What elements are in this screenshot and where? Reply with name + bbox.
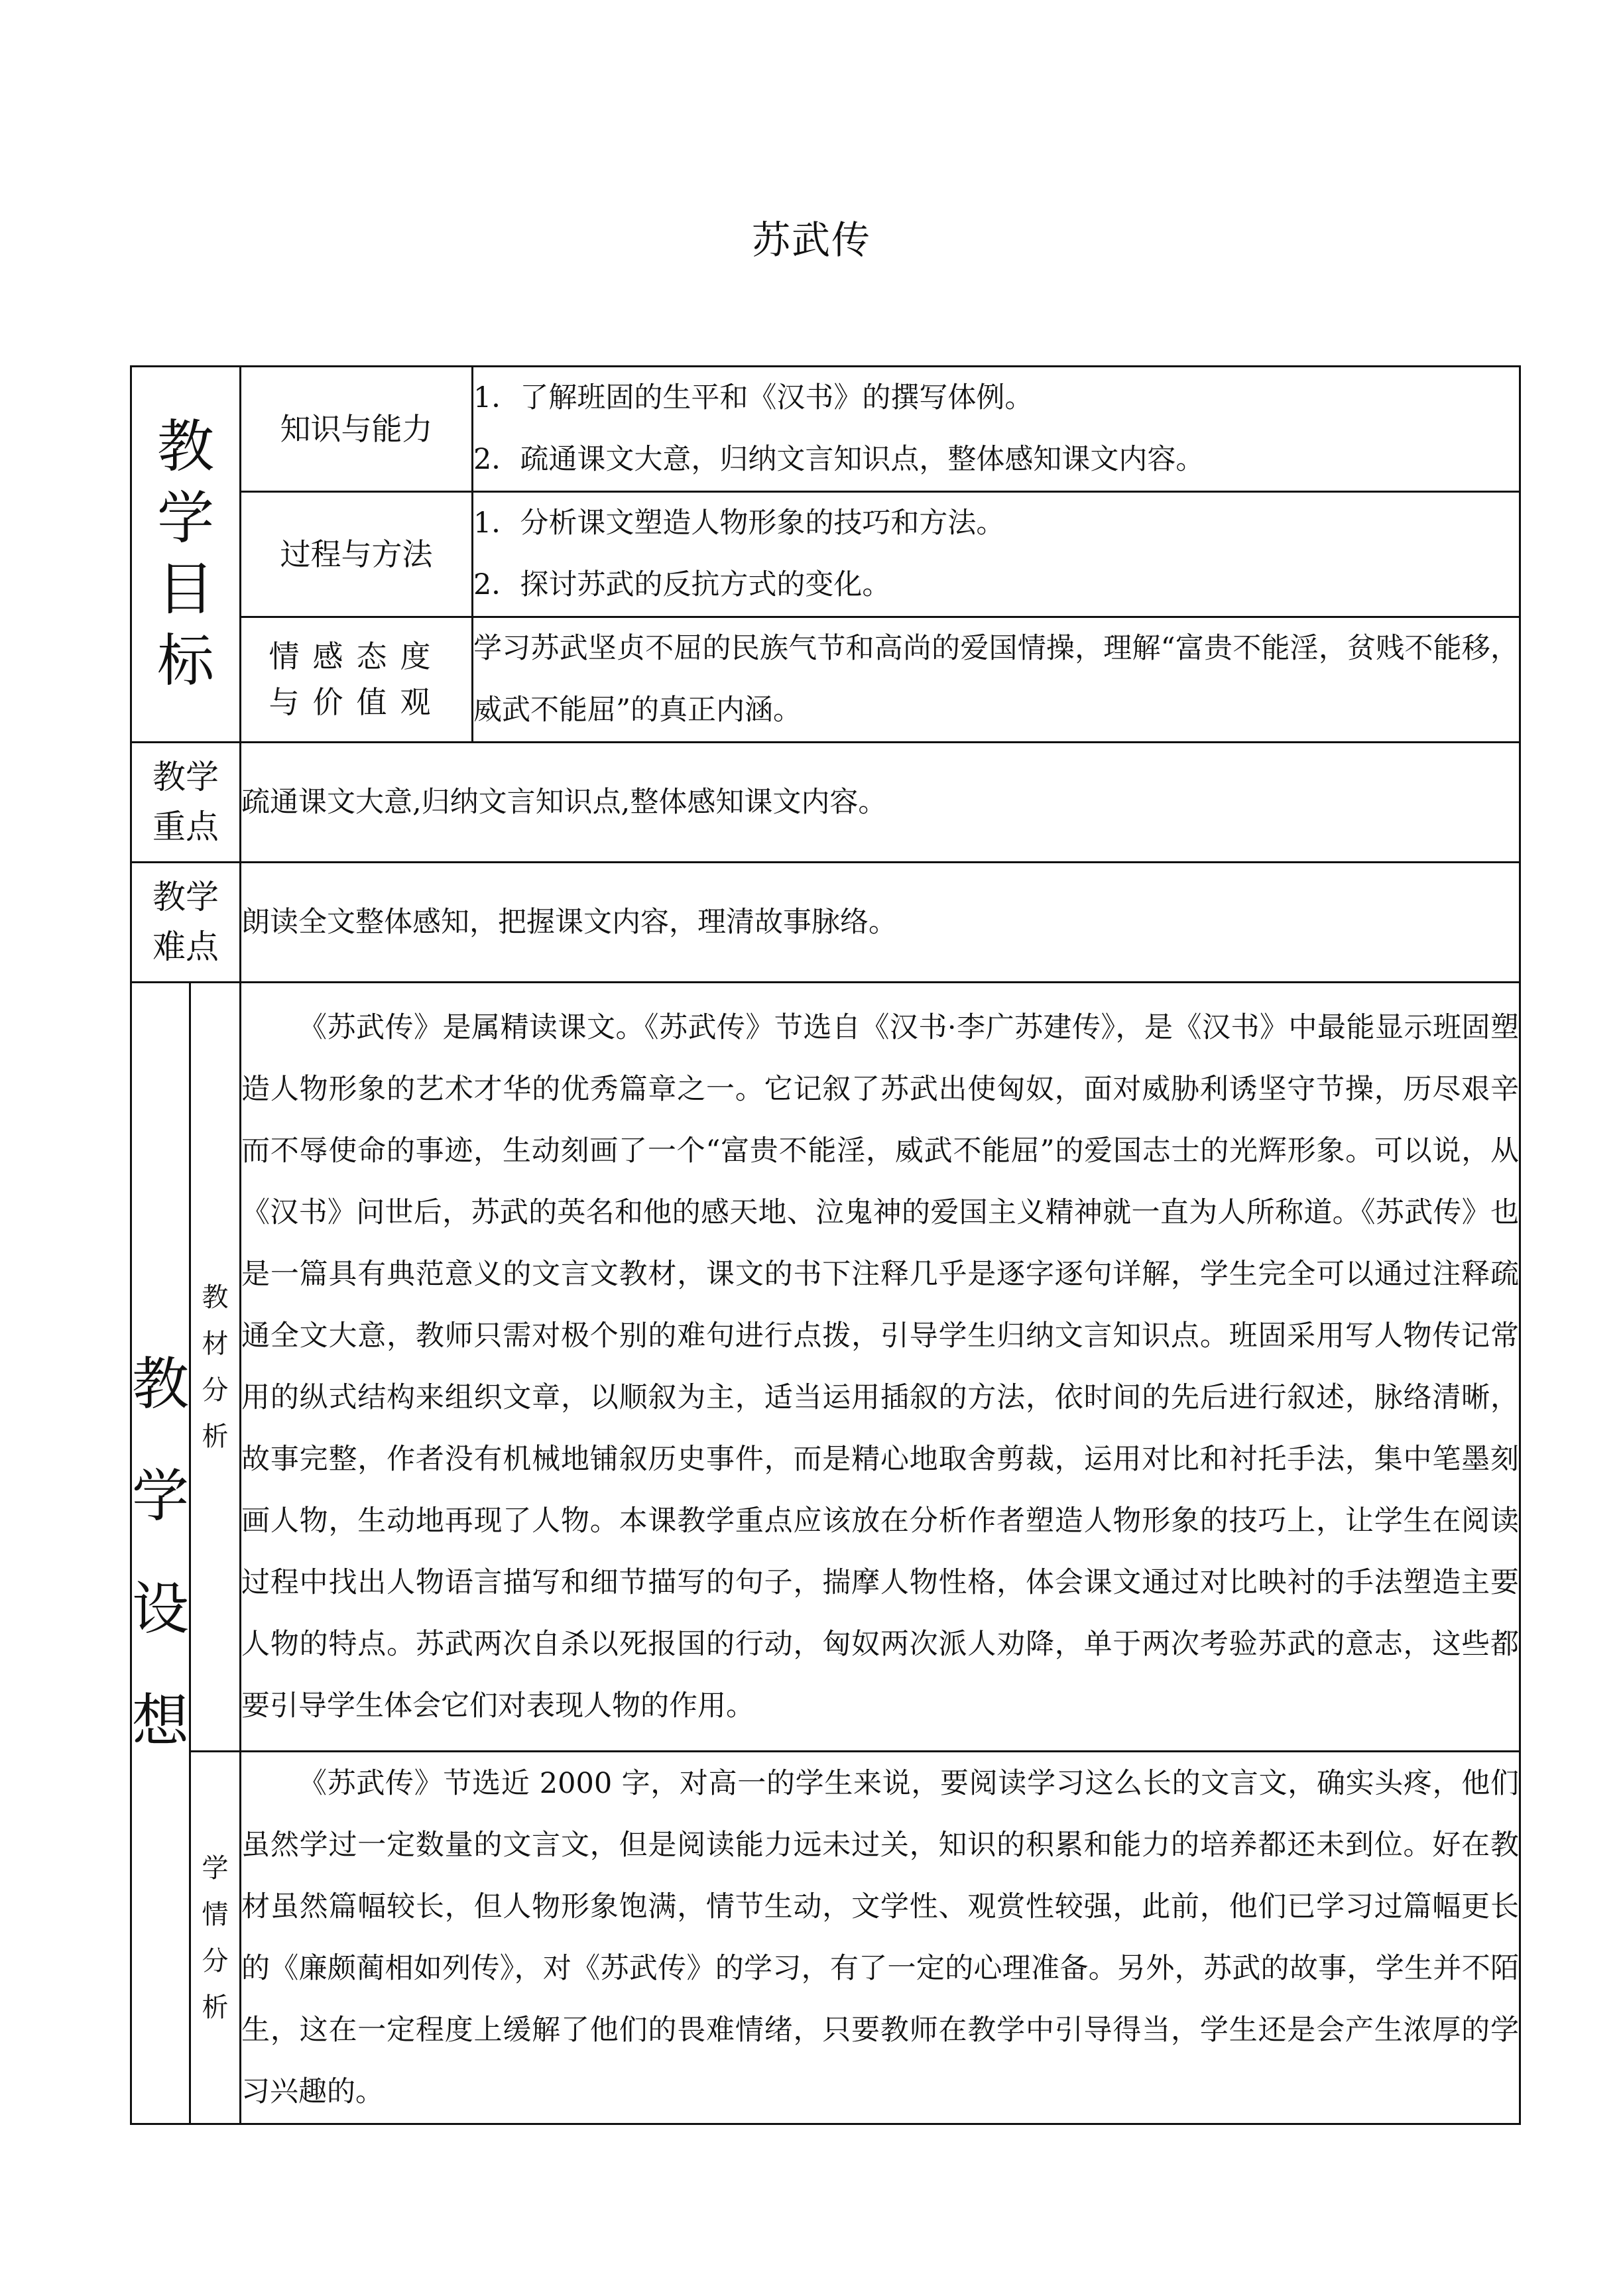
design-row-material: [131, 983, 1520, 1752]
students-label-text: 学 情 分 析: [202, 1852, 229, 2023]
design-row-students: [131, 1752, 1520, 2124]
objectives-label-text: 教 学 目 标: [157, 414, 214, 694]
difficulties-content: [241, 863, 1520, 983]
difficulties-label: [131, 863, 241, 983]
students-text: 《苏武传》节选近 2000 字，对高一的学生来说，要阅读学习这么长的文言文，确实头疼，他们虽然学过一定数量的文言文，但是阅读能力远未过关，知识的积累和能力的培养都还未到位。好在教材虽然篇幅较长，但人物形象饱满，情节生动，文学性、观赏性较强，此前，他们已学习过篇幅更长的《廉颇蔺相如列传》，对《苏武传》的学习，有了一定的心理准备。另外，苏武的故事，学生并不陌生，这在一定程度上缓解了他们的畏难情绪，只要教师在教学中引导得当，学生还是会产生浓厚的学习兴趣的。: [241, 1766, 1519, 2108]
difficulties-label-text: 教学 难点: [152, 878, 219, 966]
students-content: [241, 1752, 1520, 2124]
lesson-plan-table: [130, 365, 1521, 2125]
material-label-text: 教 材 分 析: [202, 1282, 229, 1452]
key-points-row: [131, 743, 1520, 863]
objective-row-process: [131, 492, 1520, 617]
objective-row-emotion: [131, 617, 1520, 743]
objective-label-knowledge: 知识与能力: [241, 367, 473, 492]
objective-label-emotion: [241, 617, 473, 743]
objective-content-emotion: [473, 617, 1520, 743]
objective-label-emotion-line2: 与价值观: [269, 684, 444, 720]
students-label: [190, 1752, 241, 2124]
key-points-label-text: 教学 重点: [152, 758, 219, 846]
page-title: 苏武传: [751, 217, 871, 263]
objectives-label: [131, 367, 241, 743]
key-points-label: [131, 743, 241, 863]
design-label: [131, 983, 190, 2124]
objective-item: 2．探讨苏武的反抗方式的变化。: [473, 568, 891, 601]
objective-item: 1．分析课文塑造人物形象的技巧和方法。: [473, 507, 1005, 540]
objective-item: 2．疏通课文大意，归纳文言知识点，整体感知课文内容。: [473, 443, 1205, 476]
objective-content-process: [473, 492, 1520, 617]
objective-row-knowledge: [131, 367, 1520, 492]
objective-text: 学习苏武坚贞不屈的民族气节和高尚的爱国情操，理解“富贵不能淫，贫贱不能移，威武不能屈”的真正内涵。: [473, 632, 1519, 727]
difficulties-text: 朗读全文整体感知，把握课文内容，理清故事脉络。: [241, 905, 897, 939]
objective-label-emotion-line1: 情感态度: [269, 638, 444, 674]
objective-content-knowledge: [473, 367, 1520, 492]
key-points-content: [241, 743, 1520, 863]
key-points-text: 疏通课文大意,归纳文言知识点,整体感知课文内容。: [241, 785, 887, 819]
material-label: [190, 983, 241, 1752]
objective-item: 1．了解班固的生平和《汉书》的撰写体例。: [473, 381, 1034, 414]
objective-label-process: 过程与方法: [241, 492, 473, 617]
design-label-text: 教 学 设 想: [132, 1351, 189, 1754]
difficulties-row: [131, 863, 1520, 983]
material-text: 《苏武传》是属精读课文。《苏武传》节选自《汉书·李广苏建传》，是《汉书》中最能显示班固塑造人物形象的艺术才华的优秀篇章之一。它记叙了苏武出使匈奴，面对威胁利诱坚守节操，历尽艰辛而不辱使命的事迹，生动刻画了一个“富贵不能淫，威武不能屈”的爱国志士的光辉形象。可以说，从《汉书》问世后，苏武的英名和他的感天地、泣鬼神的爱国主义精神就一直为人所称道。《苏武传》也是一篇具有典范意义的文言文教材，课文的书下注释几乎是逐字逐句详解，学生完全可以通过注释疏通全文大意，教师只需对极个别的难句进行点拨，引导学生归纳文言知识点。班固采用写人物传记常用的纵式结构来组织文章，以顺叙为主，适当运用插叙的方法，依时间的先后进行叙述，脉络清晰，故事完整，作者没有机械地铺叙历史事件，而是精心地取舍剪裁，运用对比和衬托手法，集中笔墨刻画人物，生动地再现了人物。本课教学重点应该放在分析作者塑造人物形象的技巧上，让学生在阅读过程中找出人物语言描写和细节描写的句子，揣摩人物性格，体会课文通过对比映衬的手法塑造主要人物的特点。苏武两次自杀以死报国的行动，匈奴两次派人劝降，单于两次考验苏武的意志，这些都要引导学生体会它们对表现人物的作用。: [241, 1010, 1519, 1722]
material-content: [241, 983, 1520, 1752]
